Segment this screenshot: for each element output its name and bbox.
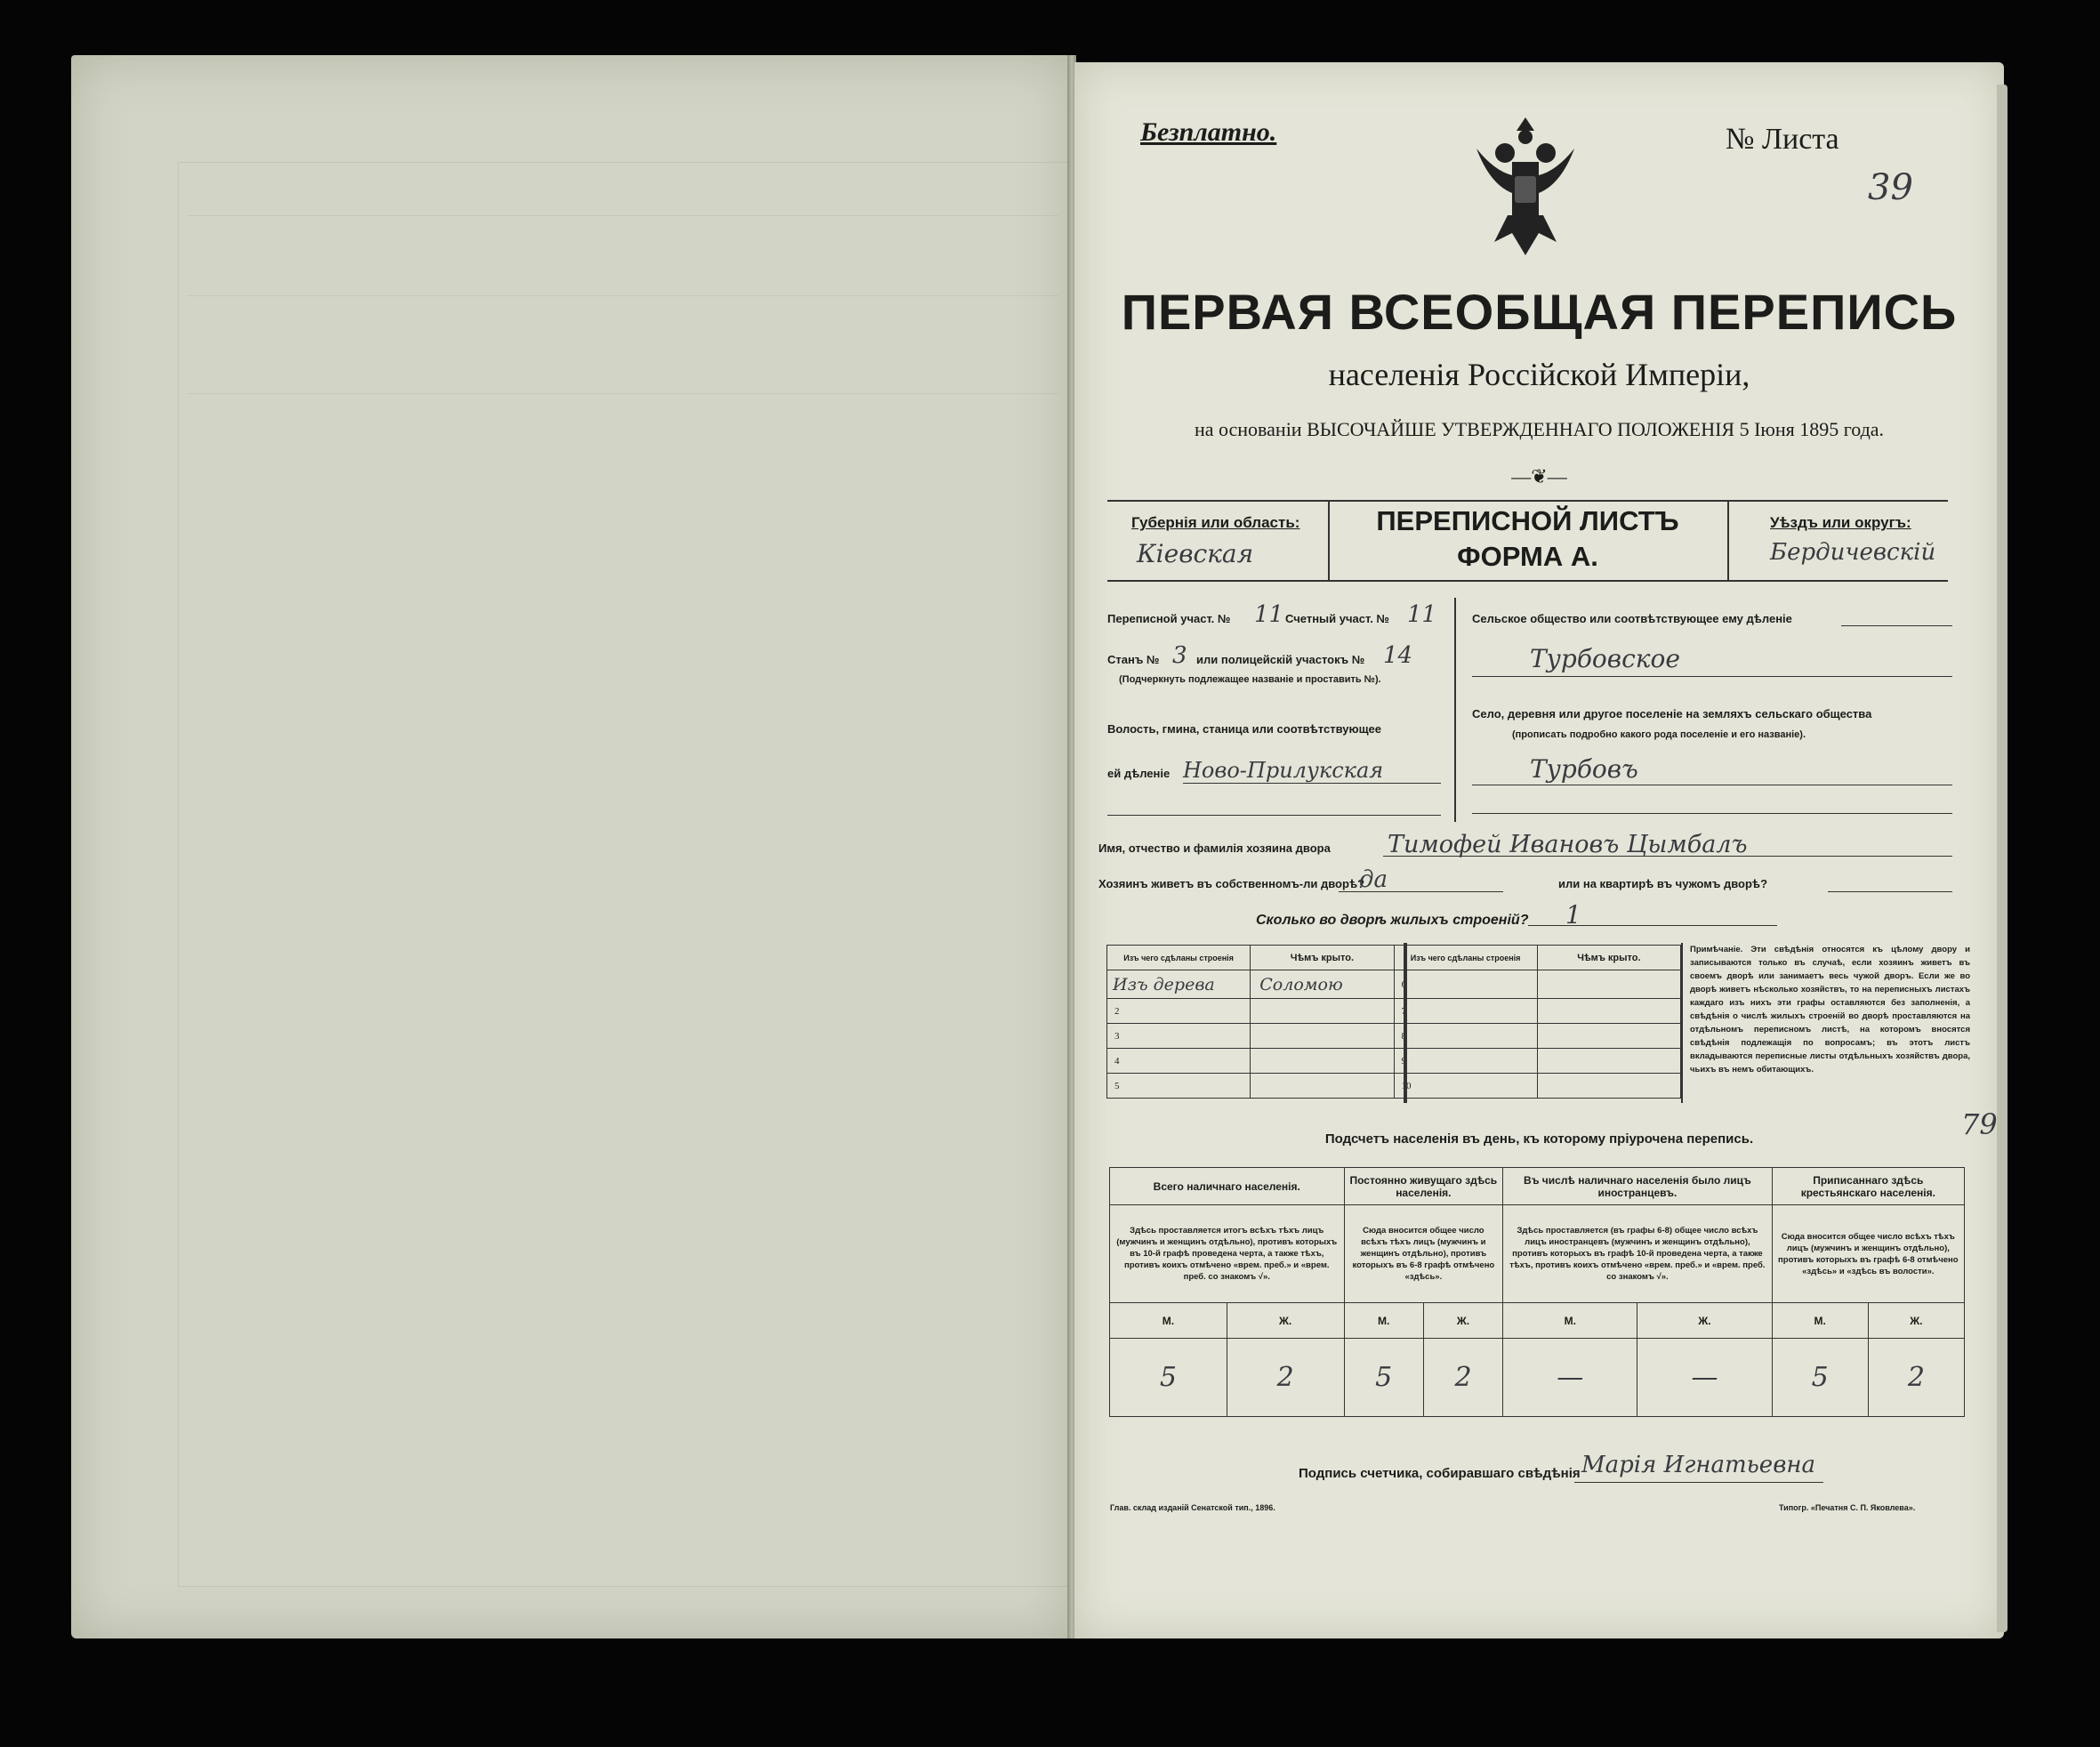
count-col-header: Всего наличнаго населенія.	[1110, 1168, 1345, 1205]
province-value: Кіевская	[1137, 539, 1254, 568]
form-title: ПЕРЕПИСНОЙ ЛИСТЪ	[1376, 505, 1679, 536]
table-cell	[1251, 1024, 1394, 1049]
count-section-title: Подсчетъ населенія въ день, къ которому пріурочена перепись.	[1324, 1131, 1754, 1147]
row-number: 8	[1394, 1024, 1537, 1049]
table-header-roof: Чѣмъ крыто.	[1537, 946, 1680, 970]
table-row	[1107, 999, 1681, 1024]
margin-mark: 79	[1961, 1107, 1998, 1141]
table-header-material: Изъ чего сдѣланы строенія	[1107, 946, 1251, 970]
table-row	[1107, 970, 1681, 999]
female-label: Ж.	[1227, 1303, 1344, 1339]
double-headed-eagle-icon	[1459, 109, 1592, 264]
table-cell: Соломою	[1251, 970, 1394, 999]
table-header-material: Изъ чего сдѣланы строенія	[1394, 946, 1537, 970]
table-cell	[1251, 1049, 1394, 1074]
society-underline	[1841, 625, 1952, 626]
village-note: (прописать подробно какого рода поселеніе и его названіе).	[1512, 729, 1806, 740]
divider	[1727, 500, 1729, 580]
table-cell	[1537, 1049, 1680, 1074]
row-number: 2	[1107, 999, 1251, 1024]
count-col-header: Въ числѣ наличнаго населенія было лицъ иностранцевъ.	[1503, 1168, 1772, 1205]
count-value: —	[1503, 1339, 1637, 1417]
counting-area-value: 11	[1407, 601, 1437, 628]
volost-underline	[1183, 783, 1441, 784]
female-label: Ж.	[1868, 1303, 1964, 1339]
count-value: 5	[1772, 1339, 1868, 1417]
stan-label: Станъ №	[1107, 653, 1160, 666]
bleed-through-line	[187, 393, 1058, 394]
province-label: Губернія или область:	[1131, 514, 1300, 531]
footer-left: Глав. склад изданій Сенатской тип., 1896.	[1110, 1503, 1275, 1512]
note-text: Примѣчаніе. Эти свѣдѣнія относятся къ цѣлому двору и записываются только въ случаѣ, если хозяинъ живетъ въ своемъ дворѣ или занимаетъ весь чужой дворъ. Если же во дворѣ живетъ нѣсколько хозяйствъ, то на переписныхъ листахъ каждаго изъ нихъ эти графы оставляются без заполненія, а свѣдѣнія о числѣ жилыхъ строеній во дворѣ проставляются на отдѣльномъ переписномъ листѣ, на которомъ вносятся свѣдѣнія подлежащія по вопросамъ; въ этотъ листъ вкладываются переписные листы отдѣльныхъ хозяйствъ двора, чьихъ въ немъ обитающихъ.	[1690, 945, 1970, 1075]
census-area-value: 11	[1254, 601, 1284, 628]
count-col-desc: Сюда вносится общее число всѣхъ тѣхъ лицъ (мужчинъ и женщинъ отдѣльно), противъ которыхъ въ графѣ 6-8 отмѣчено «здѣсь» и «здѣсь въ волости».	[1772, 1205, 1964, 1303]
count-value: 5	[1110, 1339, 1227, 1417]
owner-rent-underline	[1828, 891, 1952, 892]
census-area-label: Переписной участ. №	[1107, 612, 1231, 625]
owner-name-label: Имя, отчество и фамилія хозяина двора	[1098, 841, 1331, 855]
bleed-through-line	[187, 295, 1058, 296]
district-value: Бердичевскій	[1770, 539, 1936, 566]
row-number: 5	[1107, 1074, 1251, 1099]
volost-label-2: ей дѣленіе	[1107, 767, 1171, 780]
male-label: М.	[1503, 1303, 1637, 1339]
row-number: 3	[1107, 1024, 1251, 1049]
male-label: М.	[1110, 1303, 1227, 1339]
population-count-table	[1109, 1167, 1965, 1417]
count-values-row	[1110, 1339, 1965, 1417]
police-area-value: 14	[1383, 642, 1413, 669]
female-label: Ж.	[1423, 1303, 1502, 1339]
table-cell	[1537, 970, 1680, 999]
blank-line	[1472, 813, 1952, 814]
count-value: 2	[1868, 1339, 1964, 1417]
ornament-divider: —❦—	[1511, 465, 1567, 487]
form-type: ФОРМА А.	[1457, 541, 1598, 572]
table-row	[1107, 1049, 1681, 1074]
table-cell	[1537, 1024, 1680, 1049]
count-value: —	[1637, 1339, 1772, 1417]
table-double-divider	[1404, 943, 1407, 1103]
row-number: 4	[1107, 1049, 1251, 1074]
page-subtitle: населенія Россійской Имперіи,	[1328, 357, 1750, 392]
signature-underline	[1574, 1482, 1823, 1483]
blank-line	[1107, 815, 1441, 816]
police-area-label: или полицейскій участокъ №	[1196, 653, 1365, 666]
table-cell	[1251, 1074, 1394, 1099]
row-number: 6	[1394, 970, 1537, 999]
count-col-desc: Здѣсь проставляется итогъ всѣхъ тѣхъ лицъ (мужчинъ и женщинъ отдѣльно), противъ которыхъ въ 10-й графѣ проведена черта, а также тѣхъ, противъ коихъ отмѣчено «врем. преб.» и «врем. преб. со знакомъ √».	[1110, 1205, 1345, 1303]
left-blank-page	[71, 55, 1072, 1638]
signature-label: Подпись счетчика, собиравшаго свѣдѣнія	[1299, 1466, 1581, 1481]
table-cell	[1537, 999, 1680, 1024]
fields-divider	[1454, 598, 1456, 822]
owner-lives-value: да	[1359, 866, 1388, 893]
owner-name-value: Тимофей Ивановъ Цымбалъ	[1388, 831, 1748, 858]
count-value: 2	[1423, 1339, 1502, 1417]
table-row	[1107, 1074, 1681, 1099]
gender-header-row	[1110, 1303, 1965, 1339]
village-label: Село, деревня или другое поселеніе на земляхъ сельскаго общества	[1472, 707, 1872, 721]
buildings-underline	[1528, 925, 1777, 926]
table-cell	[1537, 1074, 1680, 1099]
count-col-header: Постоянно живущаго здѣсь населенія.	[1344, 1168, 1503, 1205]
district-label: Уѣздъ или округъ:	[1770, 514, 1911, 531]
volost-label: Волость, гмина, станица или соотвѣтствующее	[1107, 722, 1382, 736]
count-col-desc: Здѣсь проставляется (въ графы 6-8) общее число всѣхъ лицъ иностранцевъ (мужчинъ и женщинъ отдѣльно), противъ которыхъ въ графѣ 10-й проведена черта, а также тѣхъ, противъ коихъ отмѣчено «врем. преб.» и «врем. преб. со знакомъ √».	[1503, 1205, 1772, 1303]
buildings-table	[1106, 945, 1681, 1099]
society-value: Турбовское	[1530, 644, 1680, 673]
owner-lives-label: Хозяинъ живетъ въ собственномъ-ли дворѣ?	[1098, 877, 1365, 890]
table-header-roof: Чѣмъ крыто.	[1251, 946, 1394, 970]
sheet-number-label: № Листа	[1726, 123, 1839, 156]
table-cell: Изъ дерева	[1107, 970, 1251, 999]
male-label: М.	[1772, 1303, 1868, 1339]
female-label: Ж.	[1637, 1303, 1772, 1339]
buildings-value: 1	[1565, 900, 1581, 930]
owner-lives-underline	[1339, 891, 1503, 892]
row-number: 10	[1394, 1074, 1537, 1099]
society-value-line	[1472, 676, 1952, 677]
owner-rent-label: или на квартирѣ въ чужомъ дворѣ?	[1558, 877, 1768, 890]
village-value: Турбовъ	[1530, 754, 1638, 784]
row-number: 9	[1394, 1049, 1537, 1074]
volost-value: Ново-Прилукская	[1183, 758, 1384, 783]
stan-note: (Подчеркнуть подлежащее названіе и проставить №).	[1119, 674, 1381, 685]
count-col-desc: Сюда вносится общее число всѣхъ тѣхъ лицъ (мужчинъ и женщинъ отдѣльно), противъ которыхъ въ 6-8 графѣ отмѣчено «здѣсь».	[1344, 1205, 1503, 1303]
stan-value: 3	[1172, 642, 1187, 669]
footer-right: Типогр. «Печатня С. П. Яковлева».	[1779, 1503, 1916, 1512]
table-cell	[1251, 999, 1394, 1024]
counting-area-label: Счетный участ. №	[1285, 612, 1389, 625]
free-label: Безплатно.	[1140, 117, 1277, 147]
count-value: 2	[1227, 1339, 1344, 1417]
row-number: 7	[1394, 999, 1537, 1024]
male-label: М.	[1344, 1303, 1423, 1339]
buildings-label: Сколько во дворѣ жилыхъ строеній?	[1256, 913, 1529, 928]
sheet-number-value: 39	[1868, 167, 1913, 208]
count-col-header: Приписаннаго здѣсь крестьянскаго населенія.	[1772, 1168, 1964, 1205]
owner-name-underline	[1383, 856, 1952, 857]
count-value: 5	[1344, 1339, 1423, 1417]
table-row	[1107, 1024, 1681, 1049]
bleed-through-line	[187, 215, 1058, 216]
page-title: ПЕРВАЯ ВСЕОБЩАЯ ПЕРЕПИСЬ	[1121, 284, 1958, 340]
enumerator-signature: Марія Игнатьевна	[1581, 1452, 1815, 1478]
bleed-through-frame	[178, 162, 1069, 1587]
note-divider	[1681, 943, 1683, 1103]
legal-basis: на основаніи ВЫСОЧАЙШЕ УТВЕРЖДЕННАГО ПОЛОЖЕНІЯ 5 Іюня 1895 года.	[1194, 418, 1885, 440]
society-label: Сельское общество или соотвѣтствующее ему дѣленіе	[1472, 612, 1792, 625]
